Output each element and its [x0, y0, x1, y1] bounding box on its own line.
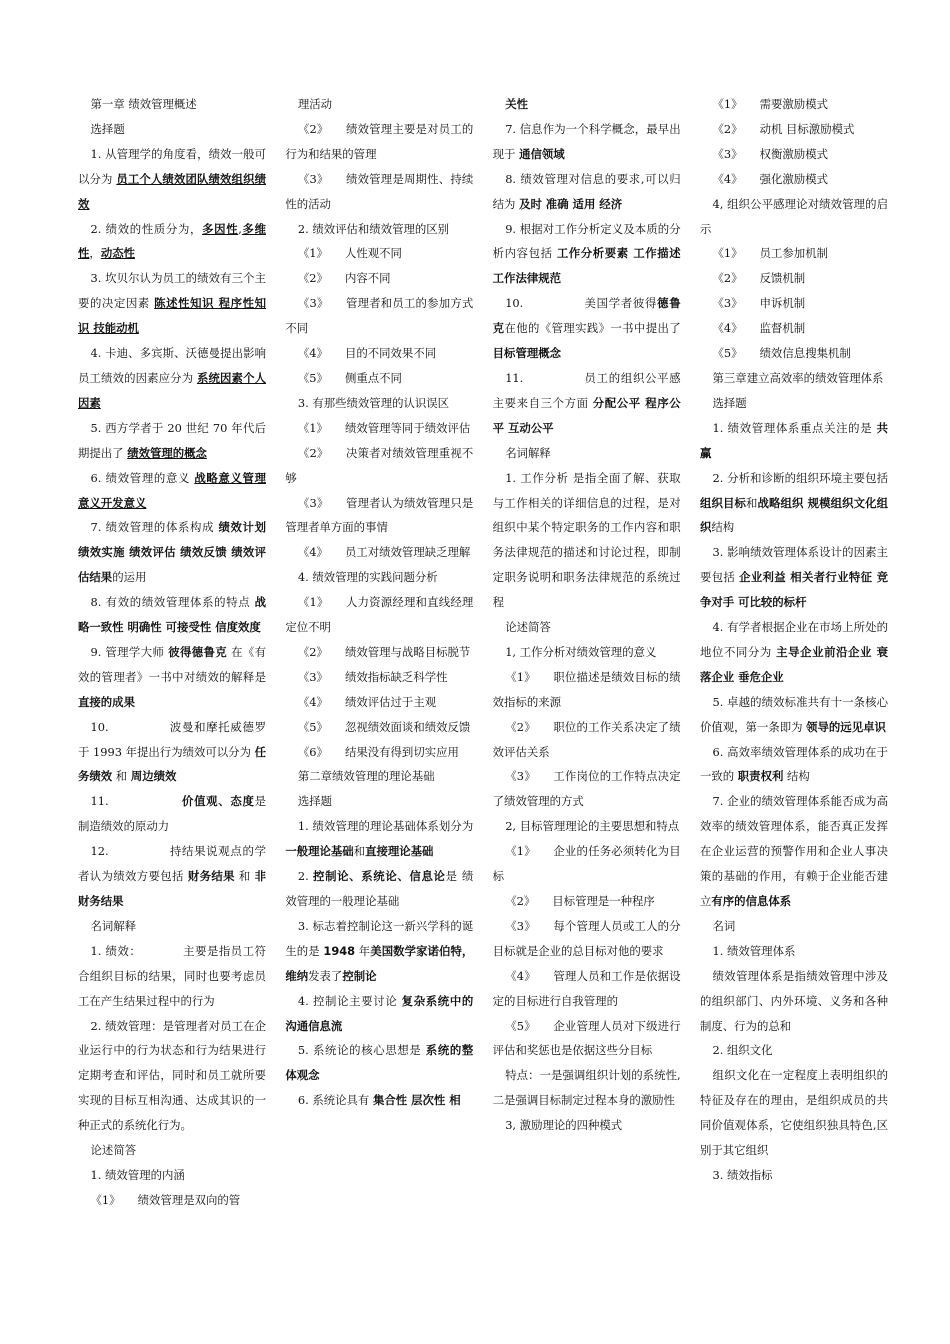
emphasized-text: 绩效计划绩效实施 绩效评估 绩效反馈 绩效评估结果 — [78, 520, 266, 585]
paragraph — [285, 1038, 473, 1088]
paragraph — [493, 117, 681, 167]
paragraph — [700, 615, 888, 690]
text-run: 12. 持结果说观点的学者认为绩效方要包括 — [78, 844, 266, 884]
document-page — [78, 92, 888, 1252]
emphasized-text: 及时 准确 适用 经济 — [519, 196, 623, 211]
paragraph — [285, 740, 473, 765]
text-run: 11. — [90, 794, 182, 809]
paragraph — [700, 690, 888, 740]
text-run: 《1》 绩效管理是双向的管 — [90, 1192, 241, 1207]
text-run: 《4》 目的不同效果不同 — [297, 346, 437, 361]
paragraph — [700, 1163, 888, 1188]
paragraph — [493, 839, 681, 889]
paragraph — [78, 92, 266, 117]
paragraph — [700, 1063, 888, 1163]
emphasized-text: 美国数学家诺伯特，维纳 — [285, 943, 474, 983]
paragraph — [493, 715, 681, 765]
text-run: 选择题 — [712, 395, 747, 410]
emphasized-text: 非财务结果 — [78, 869, 266, 908]
text-run: 《1》 需要激励模式 — [712, 97, 828, 111]
paragraph — [700, 117, 888, 142]
text-run: 和 — [746, 495, 758, 510]
emphasized-text: 分配公平 程序公平 互动公平 — [492, 395, 681, 435]
text-run: 3. 标志着控制论这一新兴学科的诞生的是 — [285, 918, 474, 958]
text-run: 1. 绩效管理体系重点关注的是 — [712, 420, 877, 435]
text-run: 2. 组织文化 — [712, 1043, 773, 1058]
emphasized-text: 系统因素个人因素 — [78, 370, 266, 410]
text-run: 3. 影响绩效管理体系设计的因素主要包括 — [699, 545, 888, 585]
text-run: 8. 有效的绩效管理体系的特点 — [90, 595, 255, 610]
paragraph — [700, 964, 888, 1039]
text-run: 《1》 职位描述是绩效目标的绩效指标的来源 — [492, 669, 681, 709]
emphasized-text: 企业利益 相关者行业特征 竞争对手 可比较的标杆 — [699, 570, 888, 610]
emphasized-text: 组织目标 — [699, 495, 746, 510]
text-run: 名词 — [712, 918, 736, 933]
emphasized-text: 战略组织 规模组织文化组织 — [699, 495, 888, 535]
emphasized-text: 共赢 — [699, 420, 888, 460]
text-run: 《3》 绩效指标缺乏科学性 — [297, 669, 448, 684]
text-run: 《6》 结果没有得到切实应用 — [297, 744, 459, 759]
paragraph — [78, 914, 266, 939]
paragraph — [285, 391, 473, 416]
text-run: 2, 目标管理理论的主要思想和特点 — [505, 819, 680, 834]
text-run: 组织文化在一定程度上表明组织的特征及存在的理由，是组织成员的共同价值观体系，它使组织独具特色,区别于其它组织 — [699, 1068, 888, 1158]
paragraph — [493, 291, 681, 366]
emphasized-text: 价值观、态度 — [181, 794, 255, 809]
emphasized-text: 通信领域 — [519, 146, 565, 161]
text-run: 《1》 人性观不同 — [297, 246, 402, 261]
text-run: 4. 控制论主要讨论 — [297, 993, 402, 1008]
text-run: 和 — [234, 869, 255, 884]
paragraph — [285, 690, 473, 715]
text-run: 结构 — [783, 769, 810, 784]
emphasized-text: 复杂系统中的沟通信息流 — [285, 993, 474, 1033]
text-run: 6. 绩效管理的意义 — [90, 470, 195, 485]
text-run: 9. 管理学大师 — [90, 644, 169, 659]
paragraph — [493, 1063, 681, 1113]
paragraph — [285, 1088, 473, 1113]
text-run: 10. 波曼和摩托威德罗于 1993 年提出行为绩效可以分为 — [78, 719, 266, 759]
text-run: 《5》 忽视绩效面谈和绩效反馈 — [297, 719, 471, 734]
text-run: 6. 系统论具有 — [297, 1093, 373, 1108]
text-run: 4, 组织公平感理论对绩效管理的启示 — [699, 196, 888, 236]
paragraph — [78, 640, 266, 715]
paragraph — [700, 341, 888, 366]
paragraph — [285, 864, 473, 914]
text-run: 2. 绩效的性质分为， — [90, 221, 203, 236]
paragraph — [700, 540, 888, 615]
text-run: 第一章 绩效管理概述 — [90, 97, 197, 111]
paragraph — [285, 590, 473, 640]
paragraph — [700, 914, 888, 939]
text-run: 理活动 — [297, 97, 333, 111]
text-run: 在《有效的管理者》一书中对绩效的解释是 — [78, 644, 266, 684]
text-run: 《5》 绩效信息搜集机制 — [712, 346, 851, 361]
text-run: 2. — [297, 869, 314, 884]
text-run: , — [238, 221, 242, 236]
emphasized-text: 动态性 — [100, 246, 135, 261]
emphasized-text: 战略一致性 明确性 可接受性 信度效度 — [78, 595, 266, 635]
text-run: 4. 有学者根据企业在市场上所处的地位不同分为 — [699, 620, 888, 659]
text-run: 《1》 员工参加机制 — [712, 246, 828, 261]
text-run: 1. 工作分析 是指全面了解、获取与工作相关的详细信息的过程，是对组织中某个特定职务的工作内容和职务法律规范的描述和讨论过程，即制定职务说明和职务法律规范的系统过程 — [492, 470, 681, 610]
text-run: 《2》 动机 目标激励模式 — [712, 121, 855, 136]
paragraph — [700, 291, 888, 316]
text-run: 5. 西方学者于 20 世纪 70 年代后期提出了 — [78, 420, 266, 460]
text-run: 4. 卡迪、多宾斯、沃德曼提出影响员工绩效的因素应分为 — [78, 346, 266, 385]
text-run: 和 — [353, 844, 366, 859]
paragraph — [700, 142, 888, 167]
paragraph — [78, 789, 266, 839]
text-run: 《4》 绩效评估过于主观 — [297, 694, 437, 709]
emphasized-text: 控制论、系统论、信息论 — [313, 869, 446, 884]
text-run: 《1》 企业的任务必须转化为目标 — [492, 844, 681, 884]
text-run: 《3》 权衡激励模式 — [712, 146, 828, 161]
text-run: 《3》 工作岗位的工作特点决定了绩效管理的方式 — [492, 769, 681, 809]
emphasized-text: 领导的远见卓识 — [806, 719, 886, 734]
text-run: 6. 高效率绩效管理体系的成功在于一致的 — [699, 744, 888, 784]
paragraph — [700, 167, 888, 192]
paragraph — [493, 615, 681, 640]
paragraph — [700, 740, 888, 790]
text-run: 第三章建立高效率的绩效管理体系 — [712, 370, 884, 385]
text-run: 《4》 管理人员和工作是依据设定的目标进行自我管理的 — [492, 968, 681, 1008]
text-run: 2. 分析和诊断的组织环境主要包括 — [712, 470, 888, 485]
text-run: 选择题 — [90, 121, 125, 136]
paragraph — [700, 789, 888, 914]
emphasized-text: 陈述性知识 程序性知识 技能动机 — [78, 296, 267, 336]
text-run: 结构 — [711, 520, 735, 535]
paragraph — [78, 939, 266, 1014]
paragraph — [493, 914, 681, 964]
emphasized-text: 员工个人绩效团队绩效组织绩效 — [78, 171, 266, 211]
text-run: 《2》 反馈机制 — [712, 271, 806, 286]
emphasized-text: 财务结果 — [187, 869, 235, 884]
text-run: 1. 绩效管理的理论基础体系划分为 — [297, 819, 474, 834]
paragraph — [700, 316, 888, 341]
text-column-4 — [700, 92, 888, 1252]
text-run: 《3》 申诉机制 — [712, 296, 806, 311]
paragraph — [285, 914, 473, 989]
text-run: 9. 根据对工作分析定义及本质的分析内容包括 — [492, 221, 681, 261]
text-run: 《3》 每个管理人员或工人的分目标就是企业的总目标对他的要求 — [492, 918, 681, 958]
paragraph — [493, 92, 681, 117]
text-run: 《2》 内容不同 — [297, 271, 391, 286]
paragraph — [493, 366, 681, 441]
paragraph — [700, 466, 888, 541]
emphasized-text: 1948 — [323, 943, 356, 958]
text-run: 《3》 管理者认为绩效管理只是管理者单方面的事情 — [285, 495, 474, 535]
text-run: 《1》 人力资源经理和直线经理定位不明 — [285, 595, 474, 635]
paragraph — [78, 1138, 266, 1163]
paragraph — [493, 167, 681, 217]
paragraph — [493, 466, 681, 615]
text-run: 1. 绩效： 主要是指员工符合组织目标的结果，同时也要考虑员工在产生结果过程中的行为 — [78, 943, 266, 1008]
text-run: 《3》 绩效管理是周期性、持续性的活动 — [285, 171, 474, 211]
text-run: 2. 绩效管理：是管理者对员工在企业运行中的行为状态和行为结果进行定期考查和评估，同时和员工就所要实现的目标互相沟通、达成其识的一种正式的系统化行为。 — [78, 1018, 266, 1133]
text-run: 名词解释 — [505, 445, 551, 460]
text-run: 《5》 侧重点不同 — [297, 370, 402, 385]
text-run: 特点：一是强调组织计划的系统性,二是强调目标制定过程本身的激励性 — [492, 1068, 681, 1108]
emphasized-text: 德鲁克 — [492, 296, 681, 336]
text-run: 第二章绩效管理的理论基础 — [297, 769, 435, 784]
paragraph — [285, 989, 473, 1039]
text-run: 《4》 员工对绩效管理缺乏理解 — [297, 545, 471, 560]
paragraph — [700, 92, 888, 117]
paragraph — [493, 640, 681, 665]
text-run: 《4》 强化激励模式 — [712, 171, 828, 186]
paragraph — [285, 715, 473, 740]
paragraph — [78, 266, 266, 341]
paragraph — [78, 142, 266, 217]
text-run: 年 — [355, 943, 371, 958]
text-run: 论述简答 — [90, 1143, 137, 1158]
text-run: ， — [89, 246, 101, 261]
text-run: 《2》 绩效管理与战略目标脱节 — [297, 644, 471, 659]
text-run: 7. 信息作为一个科学概念，最早出现于 — [492, 121, 681, 161]
emphasized-text: 有序的信息体系 — [711, 894, 792, 908]
paragraph — [78, 416, 266, 466]
paragraph — [285, 167, 473, 217]
text-run: 选择题 — [297, 794, 333, 809]
emphasized-text: 工作分析要素 工作描述 工作法律规范 — [492, 246, 681, 286]
text-run: 7. 企业的绩效管理体系能否成为高效率的绩效管理体系，能否真正发挥在企业运营的预警作用和企业人事决策的基础的作用，有赖于企业能否建立 — [699, 794, 888, 908]
paragraph — [493, 1113, 681, 1138]
paragraph — [78, 1014, 266, 1139]
emphasized-text: 控制论 — [342, 968, 377, 983]
emphasized-text: 一般理论基础 — [285, 844, 354, 859]
text-run: 《2》 决策者对绩效管理重视不够 — [285, 445, 474, 485]
emphasized-text: 主导企业前沿企业 衰落企业 垂危企业 — [699, 644, 888, 684]
emphasized-text: 彼得德鲁克 — [168, 644, 228, 659]
paragraph — [285, 241, 473, 266]
text-run: 《2》 职位的工作关系决定了绩效评估关系 — [492, 719, 681, 759]
paragraph — [285, 291, 473, 341]
paragraph — [493, 964, 681, 1014]
emphasized-text: 绩效管理的概念 — [127, 445, 207, 460]
text-run: 5. 卓越的绩效标准共有十一条核心价值观，第一条即为 — [699, 694, 888, 734]
paragraph — [285, 565, 473, 590]
paragraph — [78, 715, 266, 790]
paragraph — [285, 341, 473, 366]
paragraph — [493, 1014, 681, 1064]
text-run: 《2》 目标管理是一种程序 — [505, 894, 655, 908]
paragraph — [285, 789, 473, 814]
text-column-2 — [285, 92, 473, 1252]
paragraph — [700, 1038, 888, 1063]
emphasized-text: 目标管理概念 — [492, 346, 562, 361]
paragraph — [700, 366, 888, 391]
text-run: 《3》 管理者和员工的参加方式不同 — [285, 296, 474, 336]
text-run: 3. 绩效指标 — [712, 1167, 773, 1182]
text-run: 名词解释 — [90, 918, 137, 933]
paragraph — [78, 117, 266, 142]
text-run: 10. 美国学者彼得 — [505, 296, 658, 311]
paragraph — [285, 117, 473, 167]
paragraph — [78, 515, 266, 590]
text-run: 和 — [112, 769, 131, 784]
text-column-3 — [493, 92, 681, 1252]
text-run: 1. 从管理学的角度看，绩效一般可以分为 — [78, 146, 266, 186]
paragraph — [78, 217, 266, 267]
text-run: 8. 绩效管理对信息的要求,可以归结为 — [492, 171, 681, 211]
text-run: 在他的《管理实践》一书中提出了 — [504, 321, 681, 336]
paragraph — [285, 540, 473, 565]
emphasized-text: 周边绩效 — [130, 769, 177, 784]
paragraph — [78, 1188, 266, 1213]
text-run: 1. 绩效管理的内涵 — [90, 1167, 185, 1182]
text-run: 的运用 — [112, 570, 147, 585]
emphasized-text: 系统的整体观念 — [285, 1043, 474, 1083]
paragraph — [493, 441, 681, 466]
text-run: 是 绩效管理的一般理论基础 — [285, 869, 474, 908]
text-run: 3, 激励理论的四种模式 — [505, 1118, 623, 1133]
paragraph — [493, 665, 681, 715]
paragraph — [700, 241, 888, 266]
paragraph — [78, 466, 266, 516]
emphasized-text: 战略意义管理意义开发意义 — [78, 470, 266, 510]
text-run: 绩效管理体系是指绩效管理中涉及的组织部门、内外环境、义务和各种制度、行为的总和 — [699, 968, 888, 1033]
text-run: 11. 员工的组织公平感主要来自三个方面 — [492, 370, 681, 410]
paragraph — [285, 416, 473, 441]
emphasized-text: 多因性 — [202, 221, 239, 236]
paragraph — [285, 266, 473, 291]
paragraph — [285, 665, 473, 690]
paragraph — [700, 416, 888, 466]
paragraph — [78, 839, 266, 914]
paragraph — [78, 590, 266, 640]
text-run: 4. 绩效管理的实践问题分析 — [297, 570, 438, 585]
paragraph — [285, 764, 473, 789]
paragraph — [493, 217, 681, 292]
emphasized-text: 任务绩效 — [78, 744, 266, 784]
text-run: 《1》 绩效管理等同于绩效评估 — [297, 420, 471, 435]
paragraph — [78, 341, 266, 416]
text-run: 发表了 — [308, 968, 343, 983]
paragraph — [285, 814, 473, 864]
text-column-1 — [78, 92, 266, 1252]
text-run: 是制造绩效的原动力 — [78, 794, 266, 834]
text-run: 2. 绩效评估和绩效管理的区别 — [297, 221, 450, 236]
paragraph — [285, 92, 473, 117]
text-run: 1, 工作分析对绩效管理的意义 — [505, 644, 657, 659]
emphasized-text: 职责权利 — [737, 769, 784, 784]
paragraph — [493, 764, 681, 814]
paragraph — [700, 266, 888, 291]
paragraph — [493, 814, 681, 839]
paragraph — [700, 939, 888, 964]
emphasized-text: 直接理论基础 — [365, 844, 434, 859]
paragraph — [700, 391, 888, 416]
text-run: 论述简答 — [505, 620, 551, 635]
paragraph — [285, 217, 473, 242]
text-run: 3. 坎贝尔认为员工的绩效有三个主要的决定因素 — [78, 271, 266, 311]
emphasized-text: 集合性 层次性 相 — [372, 1093, 461, 1108]
paragraph — [285, 491, 473, 541]
text-run: 3. 有那些绩效管理的认识误区 — [297, 395, 450, 410]
paragraph — [285, 640, 473, 665]
emphasized-text: 关性 — [505, 97, 528, 111]
emphasized-text: 直接的成果 — [78, 694, 135, 709]
text-run: 《5》 企业管理人员对下级进行评估和奖惩也是依据这些分目标 — [492, 1018, 681, 1058]
emphasized-text: 多维性 — [78, 221, 266, 261]
text-run: 7. 绩效管理的体系构成 — [90, 520, 219, 535]
text-run: 5. 系统论的核心思想是 — [297, 1043, 426, 1058]
paragraph — [285, 441, 473, 491]
text-run: 《2》 绩效管理主要是对员工的行为和结果的管理 — [285, 121, 474, 161]
paragraph — [78, 1163, 266, 1188]
paragraph — [700, 192, 888, 242]
paragraph — [285, 366, 473, 391]
text-run: 《4》 监督机制 — [712, 321, 806, 336]
paragraph — [493, 889, 681, 914]
text-run: 1. 绩效管理体系 — [712, 943, 796, 958]
